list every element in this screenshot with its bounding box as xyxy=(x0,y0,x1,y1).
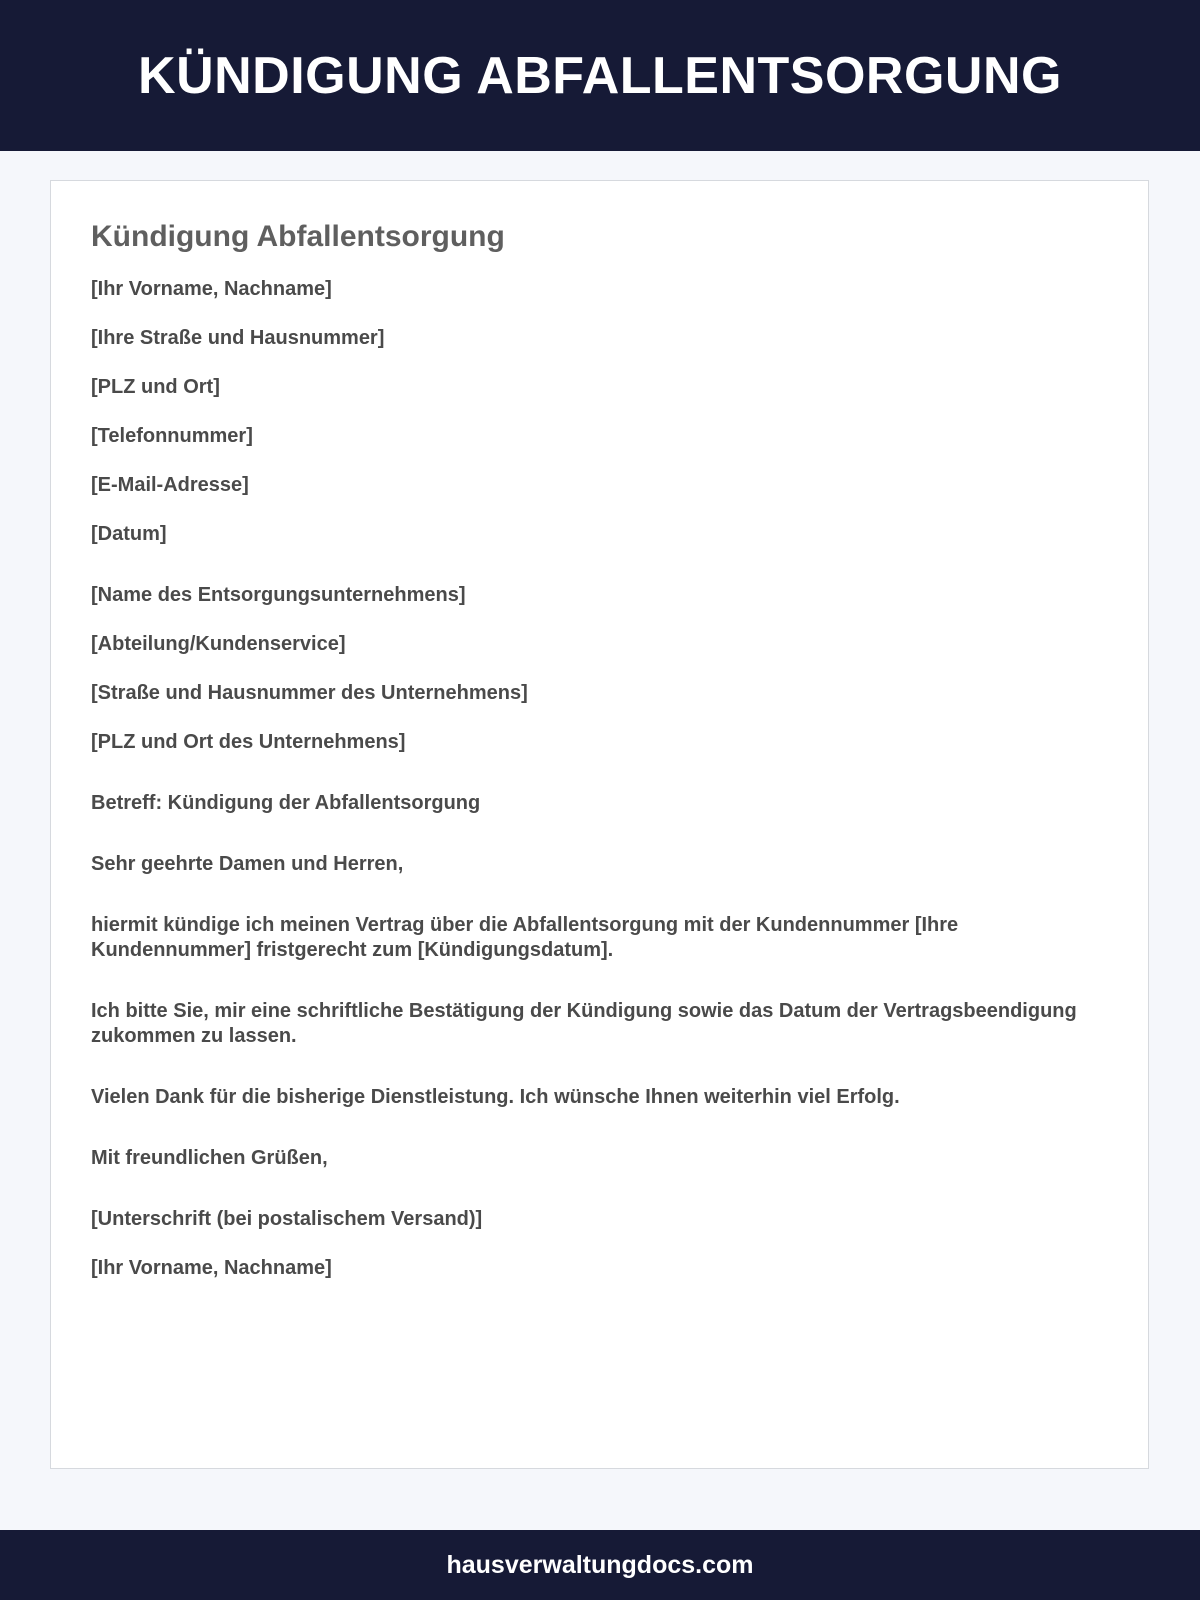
sender-email: [E-Mail-Adresse] xyxy=(91,474,249,496)
recipient-company: [Name des Entsorgungsunternehmens] xyxy=(91,584,466,606)
letter-body xyxy=(51,181,1148,1281)
recipient-street: [Straße und Hausnummer des Unternehmens] xyxy=(91,682,528,704)
signature-placeholder: [Unterschrift (bei postalischem Versand)] xyxy=(91,1208,483,1230)
page-header xyxy=(0,0,1200,151)
letter-paragraph: hiermit kündige ich meinen Vertrag über die Abfallentsorgung mit der Kundennummer [Ihre Kundennummer] fristgerecht zum [Kündigungsdatum]. xyxy=(91,914,959,961)
recipient-city: [PLZ und Ort des Unternehmens] xyxy=(91,731,406,753)
sender-street: [Ihre Straße und Hausnummer] xyxy=(91,327,385,349)
sender-city: [PLZ und Ort] xyxy=(91,376,220,398)
letter-paragraph: Ich bitte Sie, mir eine schriftliche Bestätigung der Kündigung sowie das Datum der Vertragsbeendigung zukommen zu lassen. xyxy=(91,1000,1077,1047)
page-title: KÜNDIGUNG ABFALLENTSORGUNG xyxy=(138,46,1062,105)
recipient-department: [Abteilung/Kundenservice] xyxy=(91,633,346,655)
letter-paragraph: Vielen Dank für die bisherige Dienstleistung. Ich wünsche Ihnen weiterhin viel Erfolg. xyxy=(91,1086,900,1108)
letter-subject: Betreff: Kündigung der Abfallentsorgung xyxy=(91,792,481,814)
footer-site-link[interactable]: hausverwaltungdocs.com xyxy=(446,1550,754,1579)
page-footer xyxy=(0,1530,1200,1600)
letter-salutation: Sehr geehrte Damen und Herren, xyxy=(91,853,404,875)
sender-name: [Ihr Vorname, Nachname] xyxy=(91,278,332,300)
recipient-block xyxy=(91,583,1108,755)
letter-closing: Mit freundlichen Grüßen, xyxy=(91,1147,328,1169)
sender-block xyxy=(91,277,1108,547)
letter-document xyxy=(50,180,1149,1469)
letter-date: [Datum] xyxy=(91,523,167,545)
document-title: Kündigung Abfallentsorgung xyxy=(91,220,505,253)
signature-name: [Ihr Vorname, Nachname] xyxy=(91,1257,332,1279)
sender-phone: [Telefonnummer] xyxy=(91,425,253,447)
